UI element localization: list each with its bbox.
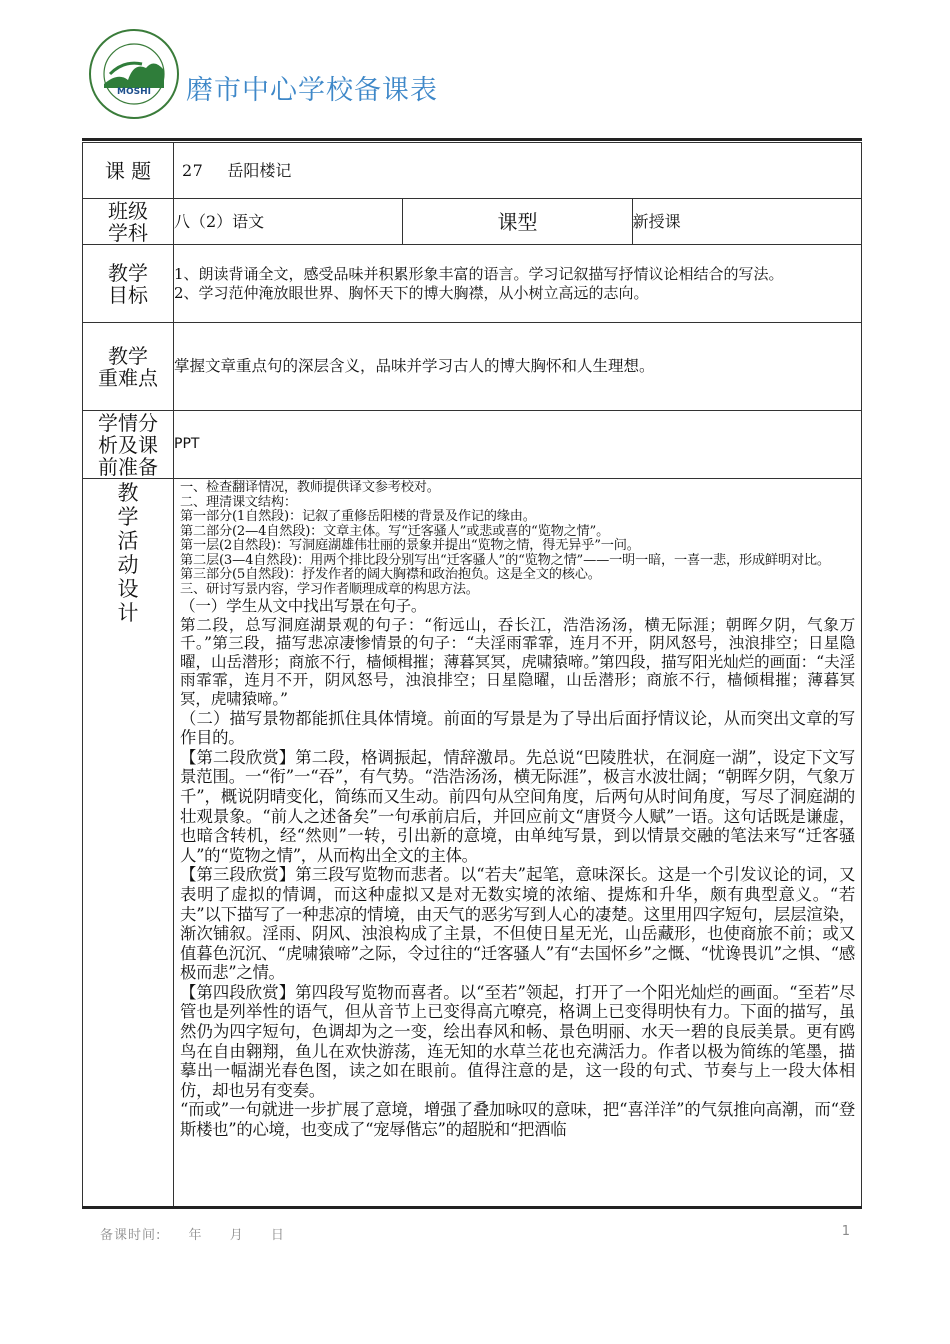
activity-paragraph: （二）描写景物都能抓住具体情境。前面的写景是为了导出后面抒情议论，从而突出文章的写作目的。 <box>180 708 855 748</box>
key-points-row <box>83 323 862 411</box>
goals-value <box>174 245 862 323</box>
activity-line: 第一层(2自然段)：写洞庭湖雄伟壮丽的景象并提出“览物之情，得无异乎”一问。 <box>180 538 640 553</box>
activity-line: 一、检查翻译情况，教师提供译文参考校对。 <box>180 480 440 495</box>
prep-label: 学情分 析及课 前准备 <box>83 411 174 479</box>
school-title: 磨市中心学校备课表 <box>186 75 438 106</box>
lesson-number: 27 <box>182 160 204 180</box>
key-points-label: 教学 重难点 <box>83 323 174 411</box>
goal-1: 1、朗读背诵全文，感受品味并积累形象丰富的语言。学习记叙描写抒情议论相结合的写法。 <box>174 264 784 283</box>
goal-2: 2、学习范仲淹放眼世界、胸怀天下的博大胸襟，从小树立高远的志向。 <box>174 283 649 302</box>
prep-year: 年 <box>188 1228 203 1243</box>
activity-paragraph: “而或”一句就进一步扩展了意境，增强了叠加咏叹的意味，把“喜洋洋”的气氛推向高潮，而“登斯楼也”的心境，也变成了“宠辱偕忘”的超脱和“把酒临 <box>180 1100 855 1140</box>
prep-value: PPT <box>174 411 862 479</box>
activities-content <box>174 479 862 1207</box>
prep-time-footer <box>100 1224 307 1243</box>
lesson-type-value: 新授课 <box>632 199 861 245</box>
page-number: 1 <box>841 1224 850 1239</box>
school-logo <box>88 28 180 120</box>
bottom-divider <box>82 1206 862 1209</box>
topic-value <box>174 143 862 199</box>
topic-label: 课 题 <box>83 143 174 199</box>
activities-label: 教 学 活 动 设 计 <box>83 479 174 1207</box>
activities-scenery-quotes <box>180 597 855 709</box>
activities-appreciation <box>180 709 855 1140</box>
activity-line: 第二层(3—4自然段)：用两个排比段分别写出“迁客骚人”的“览物之情”——一明一暗，一喜一悲，形成鲜明对比。 <box>180 552 830 568</box>
top-divider <box>82 138 862 141</box>
activity-paragraph: 【第三段欣赏】第三段写览物而悲者。以“若夫”起笔，意味深长。这是一个引发议论的词，又表明了虚拟的情调，而这种虚拟又是对无数实境的浓缩、提炼和升华，颇有典型意义。“若夫”以下描写了一种悲凉的情境，由天气的恶劣写到人心的凄楚。这里用四字短句，层层渲染，渐次铺叙。淫雨、阴风、浊浪构成了主景，不但使日星无光，山岳藏形，也使商旅不前；或又值暮色沉沉、“虎啸猿啼”之际，令过往的“迁客骚人”有“去国怀乡”之慨、“忧谗畏讥”之惧、“感极而悲”之情。 <box>180 865 855 983</box>
prep-month: 月 <box>229 1228 244 1243</box>
key-points-value: 掌握文章重点句的深层含义，品味并学习古人的博大胸怀和人生理想。 <box>174 323 862 411</box>
goals-label: 教学 目标 <box>83 245 174 323</box>
activity-line: 三、研讨写景内容，学习作者顺理成章的构思方法。 <box>180 581 479 597</box>
activity-line: 二、理清课文结构： <box>180 494 297 510</box>
goals-row <box>83 245 862 323</box>
class-subject-value: 八（2）语文 <box>174 199 403 245</box>
lesson-type-label: 课型 <box>403 199 632 245</box>
activity-paragraph: 【第四段欣赏】第四段写览物而喜者。以“至若”领起，打开了一个阳光灿烂的画面。“至若”尽管也是列举性的语气，但从音节上已变得高亢嘹亮，格调上已变得明快有力。下面的描写，虽然仍为四字短句，色调却为之一变，绘出春风和畅、景色明丽、水天一碧的良辰美景。更有鸥鸟在自由翱翔，鱼儿在欢快游荡，连无知的水草兰花也充满活力。作者以极为简练的笔墨，描摹出一幅湖光春色图，读之如在眼前。值得注意的是，这一段的句式、节奏与上一段大体相仿，却也另有变奏。 <box>180 982 855 1100</box>
lesson-plan-table <box>82 142 862 1207</box>
class-row <box>83 199 862 245</box>
activity-paragraph: 【第二段欣赏】第二段，格调振起，情辞激昂。先总说“巴陵胜状，在洞庭一湖”，设定下文写景范围。一“衔”一“吞”，有气势。“浩浩汤汤，横无际涯”，极言水波壮阔；“朝晖夕阴，气象万千”，概说阴晴变化，简练而又生动。前四句从空间角度，后两句从时间角度，写尽了洞庭湖的壮观景象。“前人之述备矣”一句承前启后，并回应前文“唐贤今人赋”一语。这句话既是谦虚，也暗含转机，经“然则”一转，引出新的意境，由单纯写景，到以情景交融的笔法来写“迁客骚人”的“览物之情”，从而构出全文的主体。 <box>180 747 855 865</box>
activity-line: 第一部分(1自然段)：记叙了重修岳阳楼的背景及作记的缘由。 <box>180 509 536 524</box>
prep-row <box>83 411 862 479</box>
activity-line: 第三部分(5自然段)：抒发作者的阔大胸襟和政治抱负。这是全文的核心。 <box>180 567 601 582</box>
activity-line: 第二部分(2—4自然段)：文章主体。写“迁客骚人”或悲或喜的“览物之情”。 <box>180 523 610 539</box>
prep-time-label: 备课时间: <box>100 1228 162 1243</box>
activity-paragraph: 第二段，总写洞庭湖景观的句子：“衔远山，吞长江，浩浩汤汤，横无际涯；朝晖夕阴，气象万千。”第三段，描写悲凉凄惨情景的句子：“夫淫雨霏霏，连月不开，阴风怒号，浊浪排空；日星隐曜，山岳潜形；商旅不行，樯倾楫摧；薄暮冥冥，虎啸猿啼。”第四段，描写阳光灿烂的画面：“夫淫雨霏霏，连月不开，阴风怒号，浊浪排空；日星隐曜，山岳潜形；商旅不行，樯倾楫摧；薄暮冥冥，虎啸猿啼。” <box>180 615 855 708</box>
prep-day: 日 <box>270 1228 285 1243</box>
activity-paragraph: （一）学生从文中找出写景在句子。 <box>180 597 427 615</box>
svg-text:MOSHI: MOSHI <box>117 87 151 97</box>
topic-row <box>83 143 862 199</box>
lesson-title: 岳阳楼记 <box>227 160 292 180</box>
class-subject-label: 班级 学科 <box>83 199 174 245</box>
activities-row <box>83 479 862 1207</box>
activities-steps <box>180 481 855 597</box>
